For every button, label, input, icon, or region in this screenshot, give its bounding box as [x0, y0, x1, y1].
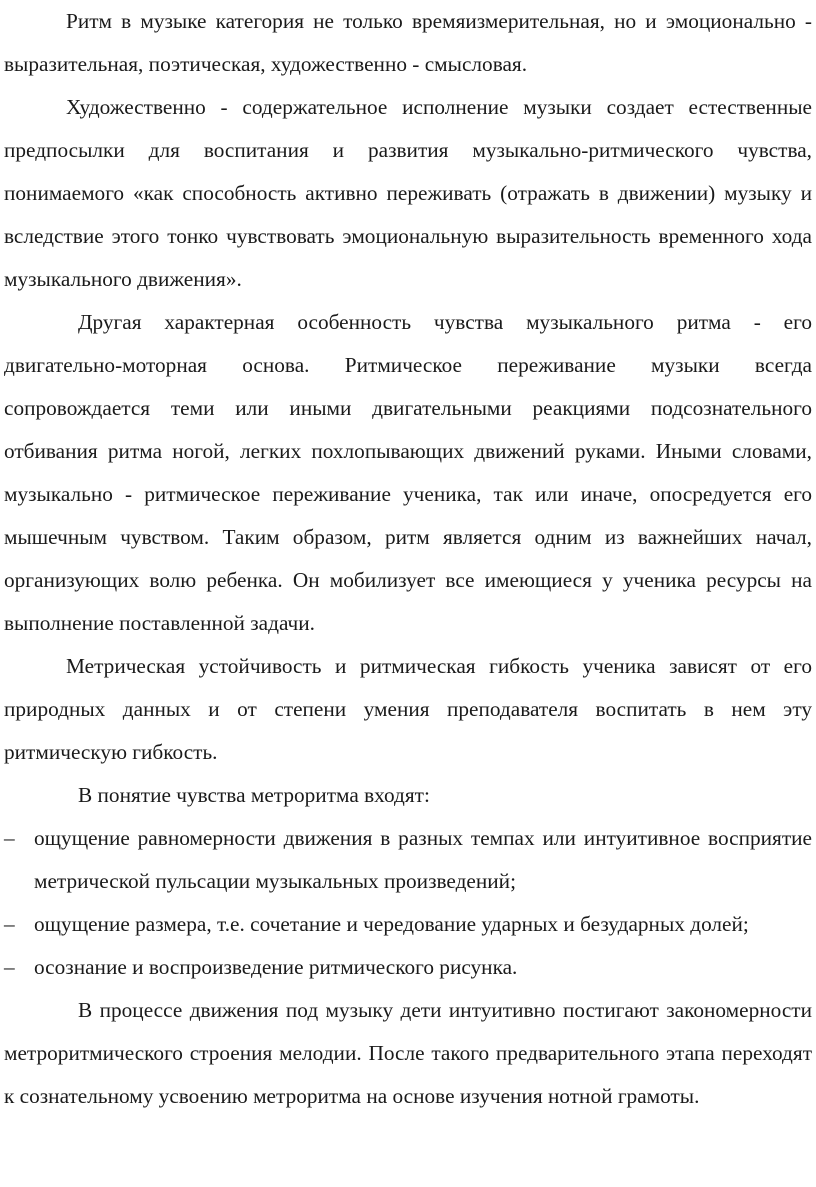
- document-page: [4, 0, 812, 1118]
- paragraph-rhythm-definition: Ритм в музыке категория не только времяизмерительная, но и эмоционально - выразительная, поэтическая, художественно - смысловая.: [4, 9, 812, 76]
- list-item: [4, 946, 812, 989]
- paragraph-list-intro: В понятие чувства метроритма входят:: [78, 783, 430, 807]
- metrorhythm-list: [4, 817, 812, 989]
- list-item: [4, 817, 812, 903]
- list-dash: –: [4, 826, 15, 850]
- paragraph-motor-basis: Другая характерная особенность чувства музыкального ритма - его двигательно-моторная основа. Ритмическое переживание музыки всегда сопровождается теми или иными двигательными реакциями подсознательного отбивания ритма ногой, легких похлопывающих движений руками. Иными словами, музыкально - ритмическое переживание ученика, так или иначе, опосредуется его мышечным чувством. Таким образом, ритм является одним из важнейших начал, организующих волю ребенка. Он мобилизует все имеющиеся у ученика ресурсы на выполнение поставленной задачи.: [4, 310, 812, 635]
- list-dash: –: [4, 955, 15, 979]
- list-item: [4, 903, 812, 946]
- list-item-text: ощущение равномерности движения в разных темпах или интуитивное восприятие метрической пульсации музыкальных произведений;: [34, 826, 812, 893]
- paragraph-artistic-performance: Художественно - содержательное исполнение музыки создает естественные предпосылки для воспитания и развития музыкально-ритмического чувства, понимаемого «как способность активно переживать (отражать в движении) музыку и вследствие этого тонко чувствовать эмоциональную выразительность временного хода музыкального движения».: [4, 95, 812, 291]
- paragraph-metric-stability: Метрическая устойчивость и ритмическая гибкость ученика зависят от его природных данных и от степени умения преподавателя воспитать в нем эту ритмическую гибкость.: [4, 654, 812, 764]
- paragraph-conclusion: В процессе движения под музыку дети интуитивно постигают закономерности метроритмического строения мелодии. После такого предварительного этапа переходят к сознательному усвоению метроритма на основе изучения нотной грамоты.: [4, 998, 812, 1108]
- list-item-text: ощущение размера, т.е. сочетание и чередование ударных и безударных долей;: [34, 912, 749, 936]
- list-dash: –: [4, 912, 15, 936]
- list-item-text: осознание и воспроизведение ритмического рисунка.: [34, 955, 518, 979]
